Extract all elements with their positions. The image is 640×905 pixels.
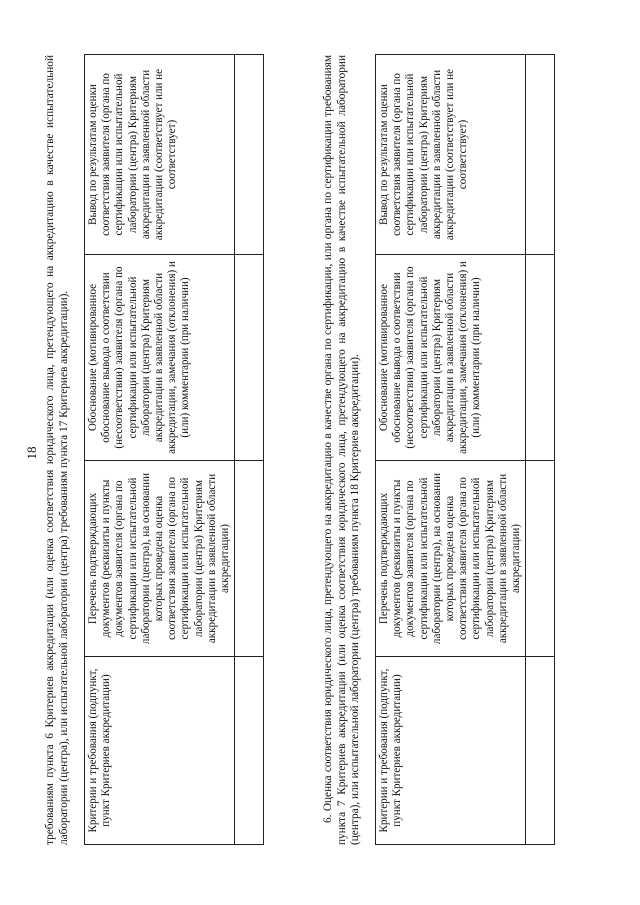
page-number: 18 bbox=[24, 446, 39, 460]
section-b-heading-paragraph: 6. Оценка соответствия юридического лица, претендующего на аккредитацию в качестве органа по сертификации, или органа по сертификации требованиям пункта 7 Критериев аккредитации (или оценка соответствия юридического лица, претендующего на аккредитацию в качестве испытательной лаборатории (центра), или испытательной лаборатории (центра) требованиям пункта 18 Критериев аккредитации). bbox=[322, 55, 362, 845]
section-b-header-conclusion: Вывод по результатам оценки соответствия заявителя (органа по сертификации или испытательной лаборатории (центра) Критериям аккредитации в заявленной области аккредитации (соответствует или не соответствует) bbox=[376, 55, 526, 255]
section-b-cell-1[interactable] bbox=[526, 657, 555, 845]
section-b-empty-row bbox=[526, 55, 555, 845]
section-b-table bbox=[375, 54, 555, 845]
section-a-cell-1[interactable] bbox=[235, 657, 264, 845]
section-b-cell-4[interactable] bbox=[526, 55, 555, 255]
section-b-header-documents: Перечень подтверждающих документов (реквизиты и пункты документов заявителя (органа по сертификации или испытательной лаборатории (центра), на основании которых проведена оценка соответствия заявителя (органа по сертификации или испытательной лаборатории (центра) Критериям аккредитации в заявленной области аккредитации) bbox=[376, 461, 526, 657]
section-b-header-row bbox=[376, 55, 526, 845]
section-a-cell-2[interactable] bbox=[235, 461, 264, 657]
section-a-cell-4[interactable] bbox=[235, 55, 264, 255]
section-a-empty-row bbox=[235, 55, 264, 845]
section-a-header-row bbox=[85, 55, 235, 845]
section-b-cell-2[interactable] bbox=[526, 461, 555, 657]
section-a-lead-paragraph: требованиям пункта 6 Критериев аккредитации (или оценка соответствия юридического лица, претендующего на аккредитацию в качестве испытательной лаборатории (центра), или испытательной лаборатории (центра) требованиям пункта 17 Критериев аккредитации). bbox=[44, 55, 70, 845]
section-a-header-conclusion: Вывод по результатам оценки соответствия заявителя (органа по сертификации или испытательной лаборатории (центра) Критериям аккредитации в заявленной области аккредитации (соответствует или не соответствует) bbox=[85, 55, 235, 255]
section-b-header-criteria: Критерии и требования (подпункт, пункт Критериев аккредитации) bbox=[376, 657, 526, 845]
section-b-header-justification: Обоснование (мотивированное обоснование вывода о соответствии (несоответствии) заявителя (органа по сертификации или испытательной лаборатории (центра) Критериям аккредитации в заявленной области аккредитации, замечания (отклонения) и (или) комментарии (при наличии) bbox=[376, 255, 526, 461]
section-a-header-justification: Обоснование (мотивированное обоснование вывода о соответствии (несоответствии) заявителя (органа по сертификации или испытательной лаборатории (центра) Критериям аккредитации в заявленной области аккредитации, замечания (отклонения) и (или) комментарии (при наличии) bbox=[85, 255, 235, 461]
section-a-header-documents: Перечень подтверждающих документов (реквизиты и пункты документов заявителя (органа по сертификации или испытательной лаборатории (центра), на основании которых проведена оценка соответствия заявителя (органа по сертификации или испытательной лаборатории (центра) Критериям аккредитации в заявленной области аккредитации) bbox=[85, 461, 235, 657]
section-a-header-criteria: Критерии и требования (подпункт, пункт Критериев аккредитации) bbox=[85, 657, 235, 845]
section-b-heading bbox=[322, 55, 363, 845]
section-a-lead-text bbox=[44, 55, 71, 845]
section-a-cell-3[interactable] bbox=[235, 255, 264, 461]
section-b-cell-3[interactable] bbox=[526, 255, 555, 461]
section-a-table bbox=[84, 54, 264, 845]
